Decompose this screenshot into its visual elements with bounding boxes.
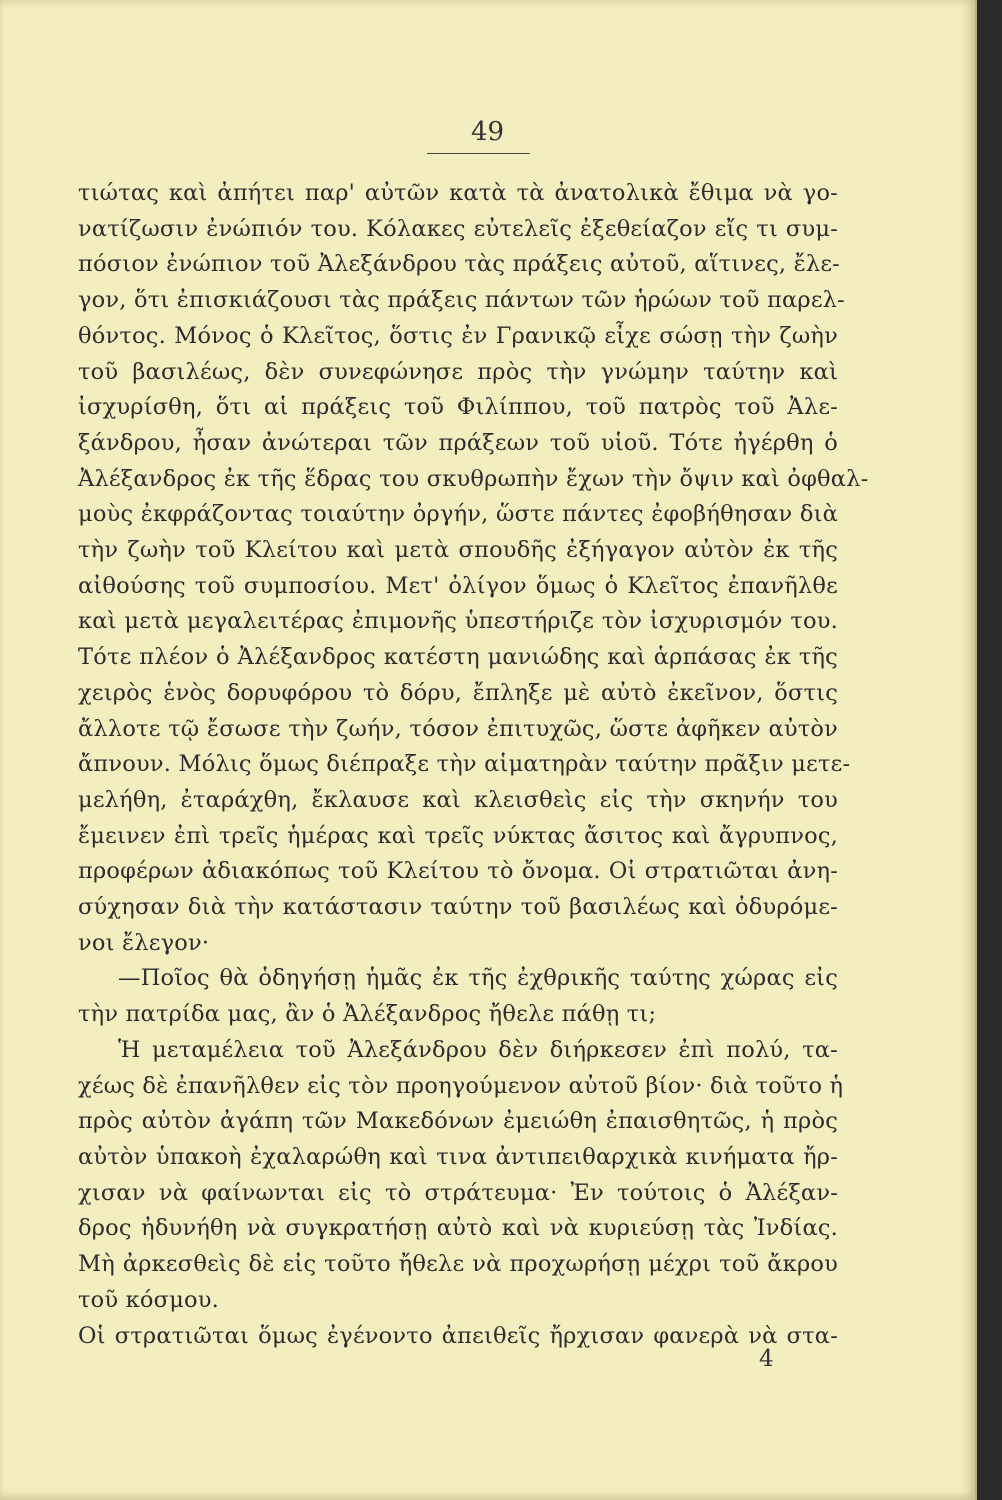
text-line: τὴν ζωὴν τοῦ Κλείτου καὶ μετὰ σπουδῆς ἐξήγαγον αὐτὸν ἐκ τῆς: [78, 537, 838, 564]
text-line: μελήθη, ἐταράχθη, ἔκλαυσε καὶ κλεισθεὶς εἰς τὴν σκηνήν του: [78, 786, 838, 813]
text-line: αἰθούσης τοῦ συμποσίου. Μετ' ὀλίγον ὅμως ὁ Κλεῖτος ἐπανῆλθε: [78, 572, 838, 599]
text-line: καὶ μετὰ μεγαλειτέρας ἐπιμονῆς ὑπεστήριζε τὸν ἰσχυρισμόν του.: [78, 608, 838, 635]
text-line: τιώτας καὶ ἀπήτει παρ' αὐτῶν κατὰ τὰ ἀνατολικὰ ἔθιμα νὰ γο-: [78, 180, 838, 206]
text-line: πόσιον ἐνώπιον τοῦ Ἀλεξάνδρου τὰς πράξεις αὐτοῦ, αἵτινες, ἔλε-: [78, 251, 840, 278]
page-number: 49: [470, 117, 505, 147]
text-line: τοῦ κόσμου.: [78, 1286, 219, 1313]
text-line: σύχησαν διὰ τὴν κατάστασιν ταύτην τοῦ βασιλέως καὶ ὀδυρόμε-: [78, 894, 838, 921]
text-line: τὴν πατρίδα μας, ἂν ὁ Ἀλέξανδρος ἤθελε πάθῃ τι;: [78, 1001, 657, 1028]
text-line: ἄλλοτε τῷ ἔσωσε τὴν ζωήν, τόσον ἐπιτυχῶς, ὥστε ἀφῆκεν αὐτὸν: [78, 715, 838, 742]
signature-mark: 4: [759, 1346, 774, 1372]
text-line: χειρὸς ἑνὸς δορυφόρου τὸ δόρυ, ἔπληξε μὲ αὐτὸ ἐκεῖνον, ὅστις: [78, 679, 838, 706]
text-line: νοι ἔλεγον·: [78, 929, 210, 956]
text-line: Οἱ στρατιῶται ὅμως ἐγένοντο ἀπειθεῖς ἤρχισαν φανερὰ νὰ στα-: [78, 1322, 838, 1349]
text-line: αὐτὸν ὑπακοὴ ἐχαλαρώθη καὶ τινα ἀντιπειθαρχικὰ κινήματα ἤρ-: [78, 1143, 838, 1170]
text-line: —Ποῖος θὰ ὁδηγήσῃ ἡμᾶς ἐκ τῆς ἐχθρικῆς ταύτης χώρας εἰς: [118, 965, 838, 992]
text-line: θόντος. Μόνος ὁ Κλεῖτος, ὅστις ἐν Γρανικῷ εἶχε σώσῃ τὴν ζωὴν: [78, 322, 838, 349]
body-text: [78, 176, 869, 1354]
text-line: τοῦ βασιλέως, δὲν συνεφώνησε πρὸς τὴν γνώμην ταύτην καὶ: [78, 358, 838, 385]
text-line: γον, ὅτι ἐπισκιάζουσι τὰς πράξεις πάντων τῶν ἡρώων τοῦ παρελ-: [78, 287, 845, 314]
text-line: χέως δὲ ἐπανῆλθεν εἰς τὸν προηγούμενον αὐτοῦ βίον· διὰ τοῦτο ἡ: [78, 1072, 844, 1099]
text-line: Μὴ ἀρκεσθεὶς δὲ εἰς τοῦτο ἤθελε νὰ προχωρήσῃ μέχρι τοῦ ἄκρου: [78, 1251, 838, 1278]
text-line: χισαν νὰ φαίνωνται εἰς τὸ στράτευμα· Ἐν τούτοις ὁ Ἀλέξαν-: [78, 1179, 838, 1206]
text-line: πρὸς αὐτὸν ἀγάπη τῶν Μακεδόνων ἐμειώθη ἐπαισθητῶς, ἡ πρὸς: [78, 1108, 838, 1135]
text-line: δρος ἠδυνήθη νὰ συγκρατήσῃ αὐτὸ καὶ νὰ κυριεύσῃ τὰς Ἰνδίας.: [78, 1215, 838, 1242]
text-line: προφέρων ἀδιακόπως τοῦ Κλείτου τὸ ὄνομα. Οἱ στρατιῶται ἀνη-: [78, 858, 838, 885]
text-line: μοὺς ἐκφράζοντας τοιαύτην ὀργήν, ὥστε πάντες ἐφοβήθησαν διὰ: [78, 501, 838, 528]
text-line: ξάνδρου, ἦσαν ἀνώτεραι τῶν πράξεων τοῦ υἱοῦ. Τότε ἠγέρθη ὁ: [78, 429, 838, 456]
text-line: ἄπνουν. Μόλις ὅμως διέπραξε τὴν αἱματηρὰν ταύτην πρᾶξιν μετε-: [78, 751, 851, 778]
header-rule: [427, 153, 530, 154]
text-line: νατίζωσιν ἐνώπιόν του. Κόλακες εὐτελεῖς ἐξεθείαζον εἴς τι συμ-: [78, 215, 838, 242]
text-line: Ἀλέξανδρος ἐκ τῆς ἕδρας του σκυθρωπὴν ἔχων τὴν ὄψιν καὶ ὀφθαλ-: [78, 465, 869, 492]
text-line: Τότε πλέον ὁ Ἀλέξανδρος κατέστη μανιώδης καὶ ἁρπάσας ἐκ τῆς: [78, 644, 838, 671]
text-line: ἰσχυρίσθη, ὅτι αἱ πράξεις τοῦ Φιλίππου, τοῦ πατρὸς τοῦ Ἀλε-: [78, 394, 838, 421]
text-line: ἔμεινεν ἐπὶ τρεῖς ἡμέρας καὶ τρεῖς νύκτας ἄσιτος καὶ ἄγρυπνος,: [78, 822, 838, 849]
text-line: Ἡ μεταμέλεια τοῦ Ἀλεξάνδρου δὲν διήρκεσεν ἐπὶ πολύ, τα-: [118, 1036, 838, 1063]
